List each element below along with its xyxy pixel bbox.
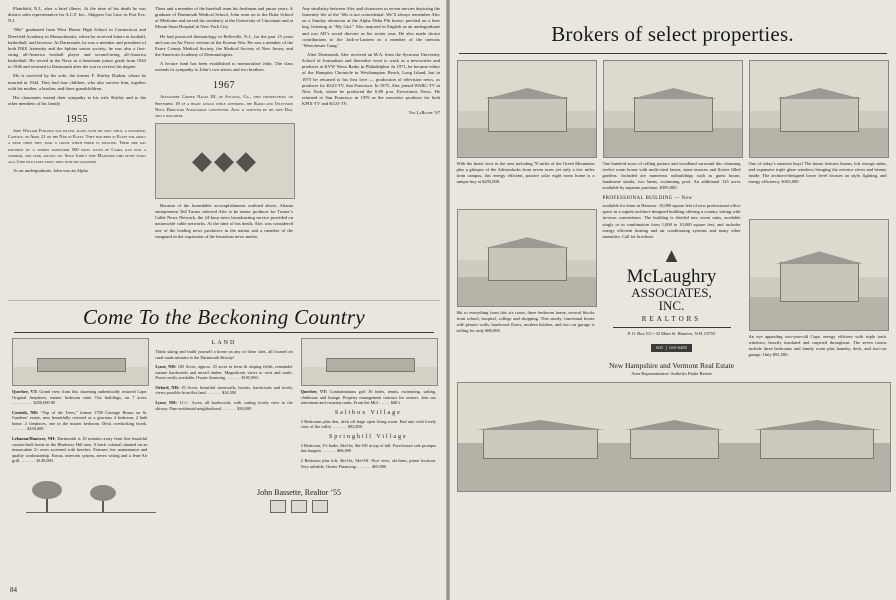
advertisement-beckoning-country	[8, 300, 440, 573]
professional-building-heading: PROFESSIONAL BUILDING — Now	[602, 196, 693, 202]
village-subhead: Springhill Village	[328, 433, 408, 440]
paragraph: A lecture fund has been established to memorialize John. The class extends its sympathy to John’s two sisters and two brothers.	[155, 61, 293, 73]
paragraph: Theta and a member of the baseball team his freshman and junior years. A graduate of Dartmouth Medical School, John went on to the Duke School of Medicine and served his residency at the University of Cincinnati and at Mount Sinai Hospital in New York City.	[155, 6, 293, 30]
firm-tagline: New Hampshire and Vermont Real Estate	[608, 360, 735, 370]
listing-price: $149,000.	[36, 458, 54, 464]
brokers-ad	[457, 8, 889, 492]
listing-item[interactable]: 3 Bedroom, 2½ baths, Ski-On, Ski-Off at top of hill. Foreclosure sale prompts this bargain ......... $66,000	[300, 442, 436, 454]
equal-housing-logo-icon	[312, 500, 328, 513]
brokers-column-1	[457, 60, 595, 376]
author-signature: Ted LaRoche ’67	[408, 110, 440, 116]
listing-text: 3 Bedrooms plus den, deck off large open living room. End unit with lovely view of the valley	[300, 418, 436, 430]
listing-text: Condominiums golf 36 holes, tennis, swimming, sailing, clubhouse and lounge. Property management contract for owners. Join our retirement and vacation ranks. From the Mid	[300, 389, 437, 406]
listing-price: $92,800.	[347, 424, 363, 430]
listing-item[interactable]: Cornish, NH: “Top of the Trees,” former 1790 Carriage House on St. Gaudens’ estate, now beautifully restored as a gracious 4 bedroom, 2 bath home. 2 fireplaces, one in the master bedroom. Deck overlooking brook. ......... $249,000.	[12, 409, 148, 432]
listing-text: 2 Bedroom plus loft, Ski-On, Ski-Off. Nice view, ski-lines, prime location. Very saleable, Owner Financing	[300, 458, 436, 469]
listing-price: $65,000	[372, 463, 387, 469]
ad-title: Come To the Beckoning Country	[82, 305, 366, 329]
page-gutter	[446, 0, 450, 600]
property-photo	[301, 338, 438, 386]
listing-location: Cornish, NH:	[12, 409, 39, 415]
property-photo	[12, 338, 149, 386]
realtor-name[interactable]: John Bassette, Realtor ’55	[257, 488, 341, 498]
listing-price: $250,000.00	[33, 400, 56, 406]
realtor-logos	[166, 500, 432, 513]
property-photo[interactable]	[749, 60, 889, 158]
column-2	[155, 6, 293, 243]
listing-location: Lyme, NH:	[155, 400, 177, 406]
paragraph: John William Furlong was killed, along with his only child, a daughter, Candice, on April 21 on the Nile in Egypt. They had been in Egypt for about a week when they took a cruise which ended in disaster. Their ship was battered by a sudden rainstorm 500 miles south of Cairo, ran into a sandbar, and sank, killing six. Since John’s wife Marianne died seven years ago, John had taken many trips with his daughter.	[8, 128, 146, 164]
professional-building-caption: available for lease in Hanover. 10,000 square feet of new professional office space in a superb architect-designed building offering a country setting with in-town convenience. The building is divided into seven units, available singly or in combination from 1,000 to 10,000 square feet, and includes energy efficient heating and air conditioning systems and many other amenities. Call for brochure.	[602, 203, 741, 239]
listing-item[interactable]: 2 Bedroom plus loft, Ski-On, Ski-Off. Nice view, ski-lines, prime location. Very saleable, Owner Financing ......... $65,000	[300, 458, 436, 469]
firm-name-line3: INC.	[658, 298, 685, 314]
paragraph: Plainfield, N.J., after a brief illness. At the time of his death he was district sales representative for A.C.F. Inc., Shippers Car Line, in Port Eve, N.J.	[8, 6, 146, 24]
land-section-heading: LAND	[211, 340, 237, 346]
listing-location: Lyme, NH:	[155, 364, 177, 370]
paragraph: “Mo” graduated from West Haven High School in Connecticut and Deerfield Academy in Massachusetts, where he received letters in football, basketball, and lacrosse. At Dartmouth, he was a member and president of both DKE fraternity and the Sphinx senior society; he was also a first-string all-America football player and second-string all-America basketball. He served in the Navy as a lieutenant junior grade from 1943 to 1946 and returned to Dartmouth after the war to receive his degree.	[8, 27, 146, 70]
listing-location: Orford, NH:	[155, 384, 180, 390]
ad-column-left	[12, 338, 147, 473]
skiway-note: Think skiing and build yourself a home on any of these sites, all located on rural roads minutes to the Dartmouth Skiway!	[155, 349, 293, 360]
property-caption: With the finest view in the area including 70 miles of the Green Mountains plus a glimpse of the Adirondacks from seven acres yet only a few miles from campus, this energy efficient, passive solar eight room home is a unique buy at $295,000.	[456, 161, 595, 185]
column-1	[8, 6, 146, 243]
paragraph: Mo is survived by his wife, the former F. Shirley Durkin, whom he married in 1944. They had four children, who also survive him, together with his mother, a brother, and three grandchildren.	[8, 73, 146, 91]
listing-price: $105,000.	[241, 375, 259, 381]
firm-phone[interactable]: 603 ❘ 643-6400	[651, 344, 692, 352]
listing-location: Quechee, VT:	[12, 389, 38, 394]
headline-divider	[459, 53, 887, 54]
paragraph: Alexander Cooper Nagle III, of Atlanta, Ga., died unexpectedly on September 18 of a heart attack while attending the Radio and Television News Directors Association convention. Alec is survived by his wife Dial and a daughter.	[155, 94, 293, 118]
firm-divider	[613, 327, 731, 328]
brokers-headline: Brokers of select properties.	[551, 22, 794, 46]
property-caption: One of today’s smartest buys! The house features beams, loft storage sinks, and expansive triple glaze windows bringing the exterior views and beauty inside. The architect-designed lower level focuses on style, lighting, and energy efficiency. $165,000.	[748, 161, 887, 185]
listing-item[interactable]: Lyme, NH: 105 Acres, approx. 25 acres in ferns & sloping fields, remainder mature hardwoods and mixed timber. Magnificent views to west and south. Power easily available, Owner financing ......... $105,000.	[155, 364, 293, 381]
brokers-column-3	[749, 60, 887, 376]
panorama-photo[interactable]	[457, 382, 891, 492]
listing-text: 11+/− Acres, all hardwoods, with cutting lovely view to the skiway. Fine residential neighborhood	[155, 400, 293, 411]
tree-illustration	[16, 473, 166, 513]
mls-logo-icon	[270, 500, 286, 513]
listing-location: Quechee, VT:	[300, 389, 328, 394]
property-photo[interactable]	[457, 60, 597, 158]
firm-address: P. O. Box 511 • 32 Main St. Hanover, N.H. 03755	[627, 330, 716, 336]
listing-text: 105 Acres, approx. 25 acres in ferns & sloping fields, remainder mature hardwoods and mixed timber. Magnificent views to west and south. Power easily available, Owner financing	[155, 364, 293, 381]
listing-text: Grand view from this charming authentically restored Cape. Original fireplaces, master bedroom suite. Out buildings, on 7 acres.	[12, 389, 148, 400]
property-photo[interactable]	[457, 209, 597, 307]
listing-text: 3 Bedroom, 2½ baths, Ski-On, Ski-Off at top of hill. Foreclosure sale prompts this bargain	[300, 442, 436, 454]
property-caption: Ski to everything from this six room, three bedroom home, several blocks from school, hospital, college and shopping. This sturdy, functional house with plaster walls, hardwood floors, modern kitchen, and two car garage is selling for only $80,000.	[456, 310, 595, 334]
realtor-logo-icon	[291, 500, 307, 513]
listing-item[interactable]: Lebanon/Hanover, NH: Dartmouth is 10 minutes away from this beautiful custom-built home in the Blueberry Hill area. A brick colonial situated on an immaculate 2+ acres screened with beeches. Features low maintenance and quality workmanship. Extras, intercom system, stereo wiring and a Jenn-Air grill. ......... $149,000.	[12, 436, 148, 464]
listing-item[interactable]: Lyme, NH: 11+/− Acres, all hardwoods, with cutting lovely view to the skiway. Fine residential neighborhood ......... $30,000	[155, 400, 293, 411]
firm-logo-block	[603, 246, 741, 354]
property-photo[interactable]	[603, 60, 743, 158]
ad-divider	[14, 332, 434, 333]
column-3	[302, 6, 440, 243]
crest-icon: ◆◆◆	[192, 145, 258, 175]
listing-item[interactable]: 3 Bedrooms plus den, deck off large open living room. End unit with lovely view of the valley ......... $92,800.	[300, 418, 436, 430]
listing-price: $30,000	[237, 405, 252, 411]
class-year-heading: 1955	[66, 114, 88, 126]
listing-item[interactable]: Orford, NH: 19 Acres, beautiful stonewalls, brooks, hardwoods and lovely views possible from this land ......... $24,500	[155, 384, 293, 396]
listing-text: “Top of the Trees,” former 1790 Carriage House on St. Gaudens’ estate, now beautifully restored as a gracious 4 bedroom, 2 bath home. 2 fireplaces, one in the master bedroom. Deck overlooking brook.	[12, 409, 148, 426]
paragraph: Because of the formidable accomplishments outlined above, Atlanta entrepreneur Ted Turner selected Alec to be senior producer for Turner’s Cable News Network, the 24-hour news broadcasting service provided on nationwide cable networks. At the time of his death, Alec was considered one of the leading news producers in the nation and a member of the vanguard in the expansion of the broadcast news media.	[155, 202, 293, 239]
listing-text: 19 Acres, beautiful stonewalls, brooks, hardwoods and lovely views possible from this land	[155, 384, 293, 396]
firm-name-line2: ASSOCIATES,	[631, 284, 712, 300]
property-caption: One hundred acres of rolling pasture and woodland surround this charming twelve room house with multi-sited lawns, stone terraces and flower filled gardens. Included are numerous outbuildings such as guest house, handsome studio, two barns, swimming pool. An additional 125 acres available by separate purchase. $395,000.	[602, 161, 741, 191]
listing-text: Dartmouth is 10 minutes away from this beautiful custom-built home in the Blueberry Hill area. A brick colonial situated on an immaculate 2+ acres screened with beeches. Features low maintenance and quality workmanship. Extras, intercom system, stereo wiring and a Jenn-Air grill.	[12, 436, 148, 464]
paragraph: His classmates extend their sympathy to his wife Shirley and to the other members of his family.	[8, 94, 146, 106]
listing-location: Lebanon/Hanover, NH:	[12, 436, 56, 442]
class-year-heading: 1967	[213, 80, 235, 92]
fraternity-crest-photo	[155, 123, 295, 199]
page-number-left: 84	[10, 586, 17, 594]
paragraph: He had practiced dermatology in Belleville, N.J., for the past 15 years and was an Air Force veteran of the Korean War. He was a member of the Essex County Medical Society, the Medical Society of New Jersey, and the American Academy of Dermatologists.	[155, 33, 293, 57]
village-subhead: Saltbox Village	[334, 409, 402, 416]
listing-price: $249,000.	[27, 426, 45, 432]
paragraph: Any similarity between Alec and characters in recent movies depicting the fraternity life of the ’60s is not coincidental. We’ll always remember Alec on a Sunday afternoon at the Alpha Delta Phi house, perched on a beer keg, listening to “My Girl.” Alec majored in English as an undergraduate and was AD’s social director as his senior year. He also made choice contributions to the Jack-o-Lantern as a member of the onerous ‘Westchester Gang.’	[302, 6, 440, 48]
listing-price: $40’s	[390, 400, 401, 406]
property-photo[interactable]	[749, 219, 889, 331]
ad-column-right	[301, 338, 436, 473]
paragraph: As an undergraduate, John was an Alpha	[13, 167, 88, 173]
paragraph: After Dartmouth, Alec received an M.A. from the Syracuse University School of Journalism and thereafter went to work as a newswriter and producer at KYW News Radio in Philadelphia. In 1971, he became editor of the Hampton Chronicle in Westhampton Beach, Long Island, but in 1973 he returned to his first love — production of television news, as producer for KGO-TV, San Francisco. In 1975, Alec joined WABC-TV in New York, where he produced the 6:00 p.m. Eyewitness News. He returned to San Francisco in 1976 as the executive producer for both KPIX-TV and KGO-TV.	[302, 51, 440, 107]
firm-name: McLaughry	[626, 265, 717, 287]
right-page	[449, 0, 896, 600]
property-caption: An eye appealing two-year-old Cape, energy efficient with triple track windows, heavily insulated and carpeted throughout. The seven rooms include three bedrooms and family room plus laundry, deck, and two-car garage. Only $91,500.	[748, 334, 887, 358]
tree-logo-icon: ▲	[661, 244, 682, 267]
brokers-column-2	[603, 60, 741, 376]
listing-item[interactable]: Quechee, VT: Condominiums golf 36 holes, tennis, swimming, sailing, clubhouse and lounge. Property management contract for owners. Join our retirement and vacation ranks. From the Mid ....... $40’s	[300, 389, 437, 406]
listing-price: $66,000	[337, 448, 352, 454]
firm-representative: Area Representative: Sothelys Parke Bernet	[631, 370, 712, 376]
firm-role: REALTORS	[641, 314, 702, 323]
listing-price: $24,500	[222, 390, 237, 396]
ad-column-middle	[155, 338, 292, 473]
left-page-columns	[8, 6, 440, 243]
listing-item[interactable]: Quechee, VT: Grand view from this charming authentically restored Cape. Original fireplaces, master bedroom suite. Out buildings, on 7 acres. ............. $250,000.00	[12, 389, 148, 406]
